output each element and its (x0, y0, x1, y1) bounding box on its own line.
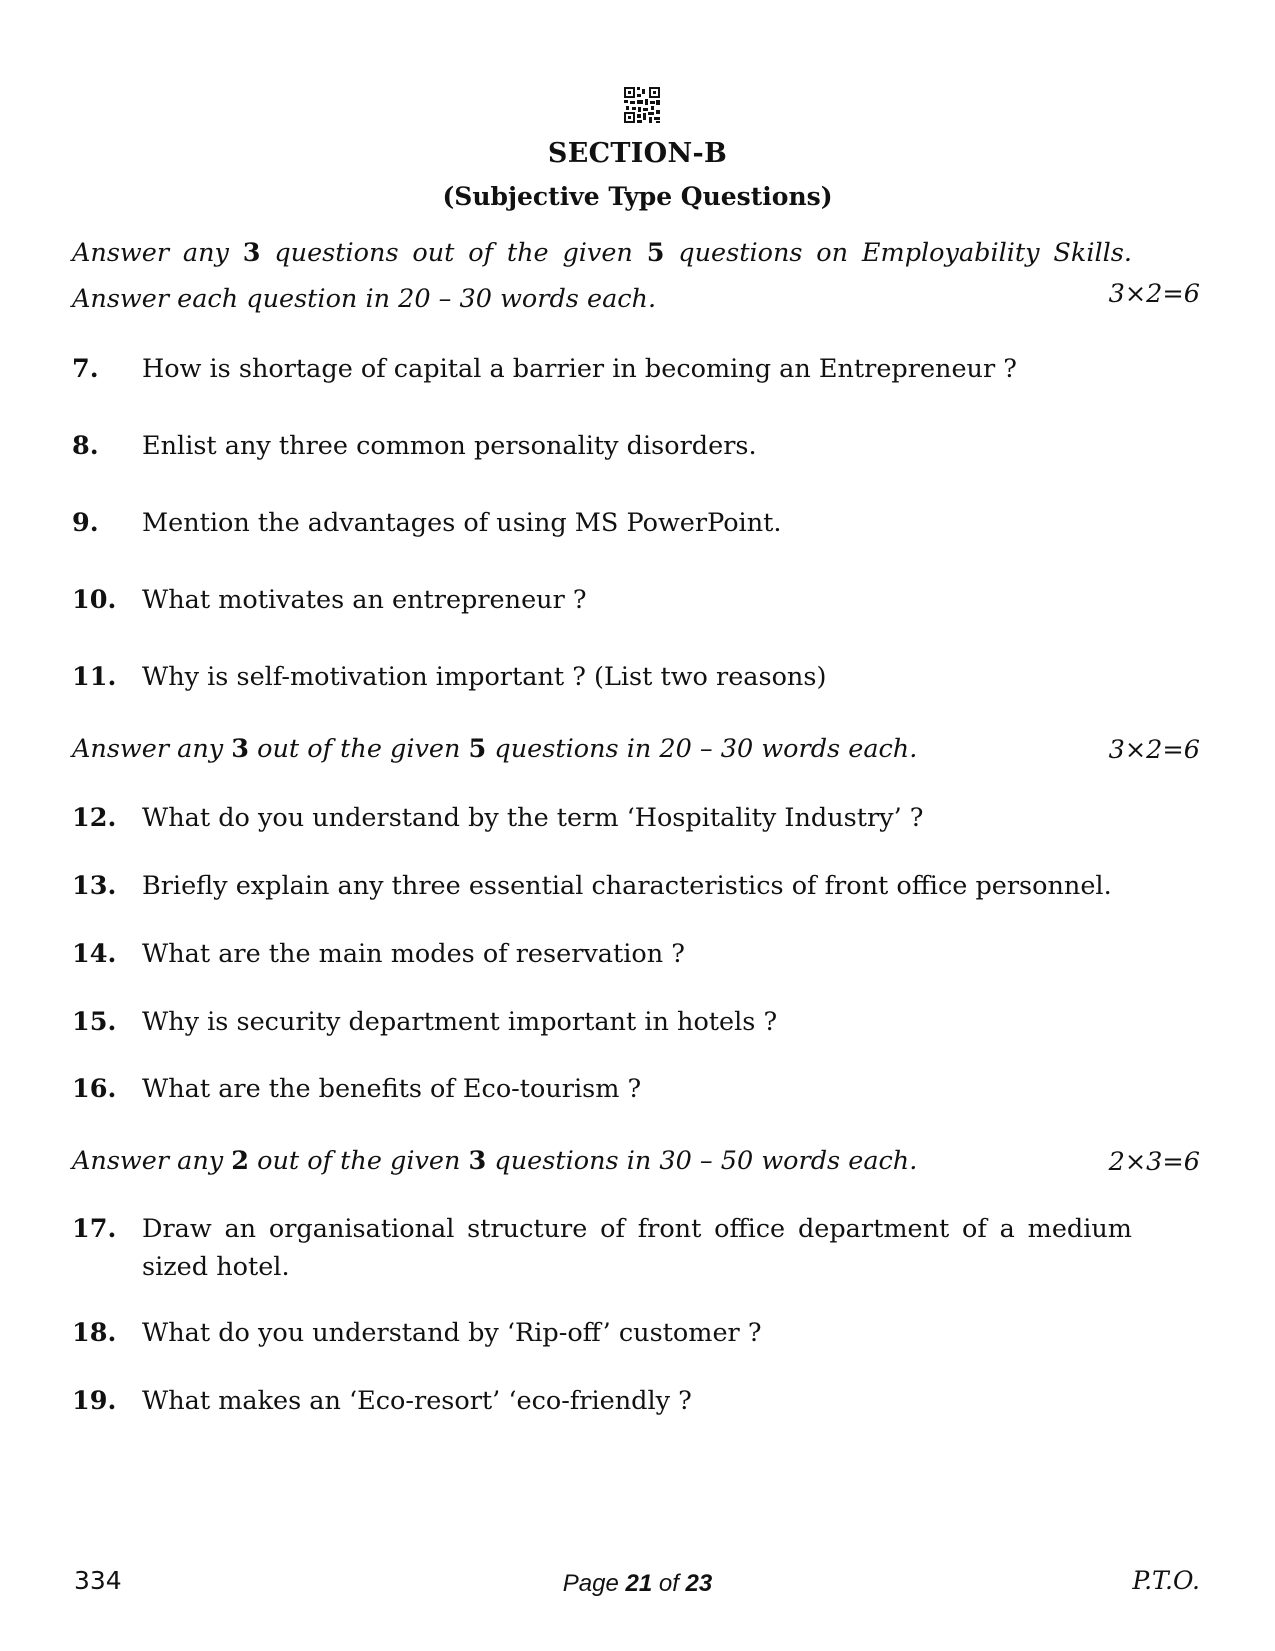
question-text: Mention the advantages of using MS PowerPoint. (142, 508, 782, 538)
current-page: 21 (625, 1570, 653, 1597)
question-number: 16. (72, 1074, 117, 1104)
question-number: 15. (72, 1007, 117, 1037)
marks-block-1: 3×2=6 (1108, 279, 1200, 309)
page-indicator: Page 21 of 23 (562, 1570, 713, 1597)
question-12 (72, 799, 1132, 837)
question-number: 17. (72, 1214, 117, 1244)
question-text: What are the benefits of Eco-tourism ? (142, 1074, 642, 1104)
question-16 (72, 1070, 1132, 1108)
question-13 (72, 867, 1132, 905)
question-number: 19. (72, 1386, 117, 1416)
section-subtitle: (Subjective Type Questions) (442, 182, 833, 211)
instruction-line-1: Answer any 3 questions out of the given 5 questions on Employability Skills. (72, 238, 1133, 268)
question-8 (72, 427, 1132, 465)
question-18 (72, 1314, 1132, 1352)
question-number: 10. (72, 585, 117, 615)
question-number: 18. (72, 1318, 117, 1348)
question-text: Enlist any three common personality disorders. (142, 431, 757, 461)
total-pages: 23 (685, 1570, 713, 1597)
instructions-block-3: Answer any 2 out of the given 3 questions in 30 – 50 words each. (72, 1146, 918, 1176)
question-11 (72, 658, 1132, 696)
question-number: 9. (72, 508, 99, 538)
subject-code: 334 (74, 1566, 122, 1595)
section-title: SECTION-B (547, 138, 728, 169)
question-text: Why is security department important in hotels ? (142, 1007, 778, 1037)
question-text: How is shortage of capital a barrier in becoming an Entrepreneur ? (142, 354, 1017, 384)
question-15 (72, 1003, 1132, 1041)
question-7 (72, 350, 1132, 388)
instructions-employability (72, 230, 1202, 322)
question-17 (72, 1210, 1132, 1286)
instructions-block-2: Answer any 3 out of the given 5 questions in 20 – 30 words each. (72, 734, 918, 764)
question-text: What makes an ‘Eco-resort’ ‘eco-friendly ? (142, 1386, 692, 1416)
question-number: 11. (72, 662, 117, 692)
question-text: Draw an organisational structure of front office department of a medium sized hotel. (142, 1214, 1132, 1282)
question-text: What are the main modes of reservation ? (142, 939, 685, 969)
question-text: Briefly explain any three essential characteristics of front office personnel. (142, 871, 1112, 901)
question-text: What motivates an entrepreneur ? (142, 585, 587, 615)
qr-code-icon (623, 86, 661, 124)
question-number: 8. (72, 431, 99, 461)
question-number: 14. (72, 939, 117, 969)
question-10 (72, 581, 1132, 619)
please-turn-over: P.T.O. (1132, 1566, 1200, 1595)
question-number: 7. (72, 354, 99, 384)
question-14 (72, 935, 1132, 973)
question-number: 13. (72, 871, 117, 901)
marks-block-2: 3×2=6 (1108, 735, 1200, 765)
question-9 (72, 504, 1132, 542)
question-text: What do you understand by ‘Rip-off’ customer ? (142, 1318, 762, 1348)
question-19 (72, 1382, 1132, 1420)
instruction-line-2: Answer each question in 20 – 30 words each. (72, 284, 657, 314)
question-text: What do you understand by the term ‘Hospitality Industry’ ? (142, 803, 924, 833)
question-text: Why is self-motivation important ? (List two reasons) (142, 662, 827, 692)
question-number: 12. (72, 803, 117, 833)
marks-block-3: 2×3=6 (1108, 1147, 1200, 1177)
